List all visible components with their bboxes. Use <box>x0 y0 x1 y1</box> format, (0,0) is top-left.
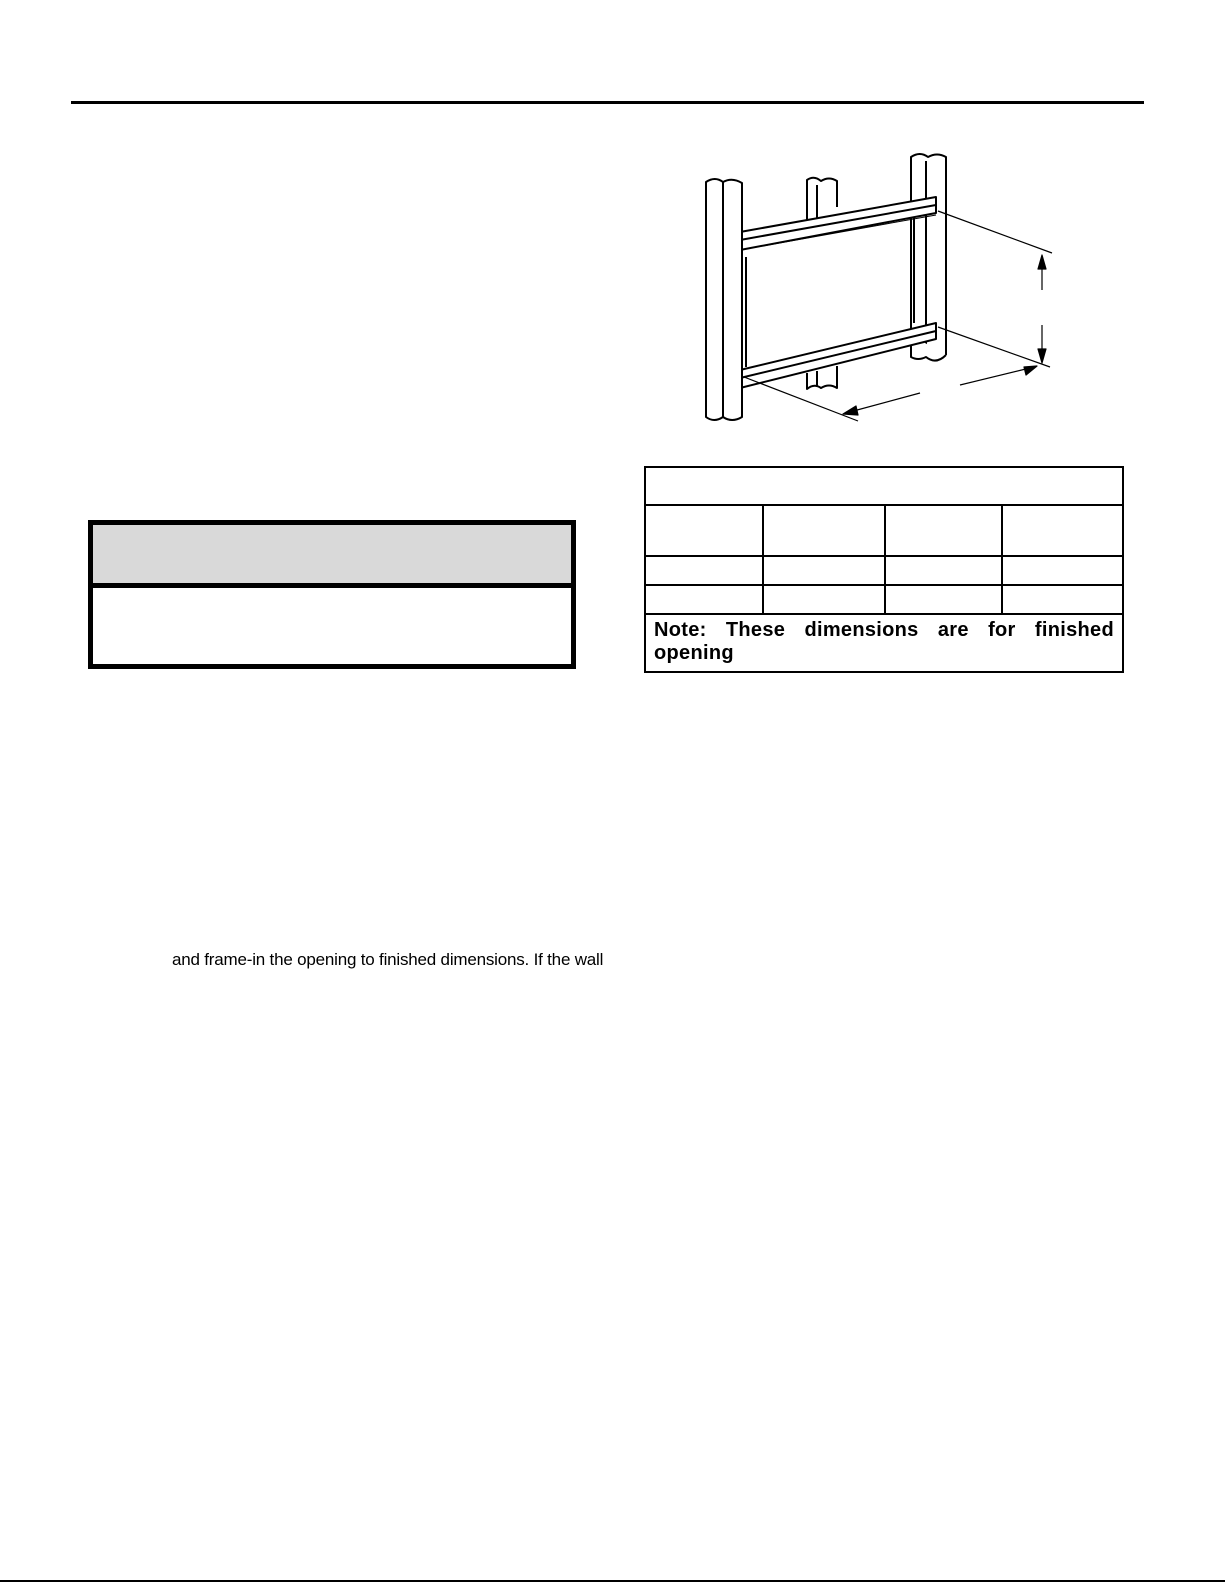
table-header-cell <box>763 505 885 556</box>
dimensions-table <box>644 466 1124 673</box>
height-dimension <box>938 211 1052 367</box>
table-row <box>645 585 1123 614</box>
table-row <box>645 556 1123 585</box>
table-cell <box>1002 585 1123 614</box>
table-cell <box>885 585 1002 614</box>
table-cell <box>763 556 885 585</box>
warning-header <box>93 525 571 588</box>
table-cell <box>645 585 763 614</box>
table-header-cell <box>1002 505 1123 556</box>
wall-framing-diagram <box>690 145 1070 430</box>
table-header-cell <box>645 505 763 556</box>
left-stud <box>706 179 742 420</box>
footer-rule <box>0 1580 1225 1582</box>
table-cell <box>885 556 1002 585</box>
table-note-row <box>645 614 1123 672</box>
table-cell <box>1002 556 1123 585</box>
body-text-line: and frame-in the opening to finished dimensions. If the wall <box>172 950 604 969</box>
warning-box <box>88 520 576 669</box>
header-rule <box>71 101 1144 104</box>
table-title-row <box>645 467 1123 505</box>
table-cell <box>763 585 885 614</box>
table-header-row <box>645 505 1123 556</box>
table-cell <box>645 556 763 585</box>
table-title-cell <box>645 467 1123 505</box>
table-header-cell <box>885 505 1002 556</box>
table-note: Note: These dimensions are for finished opening <box>645 614 1123 672</box>
